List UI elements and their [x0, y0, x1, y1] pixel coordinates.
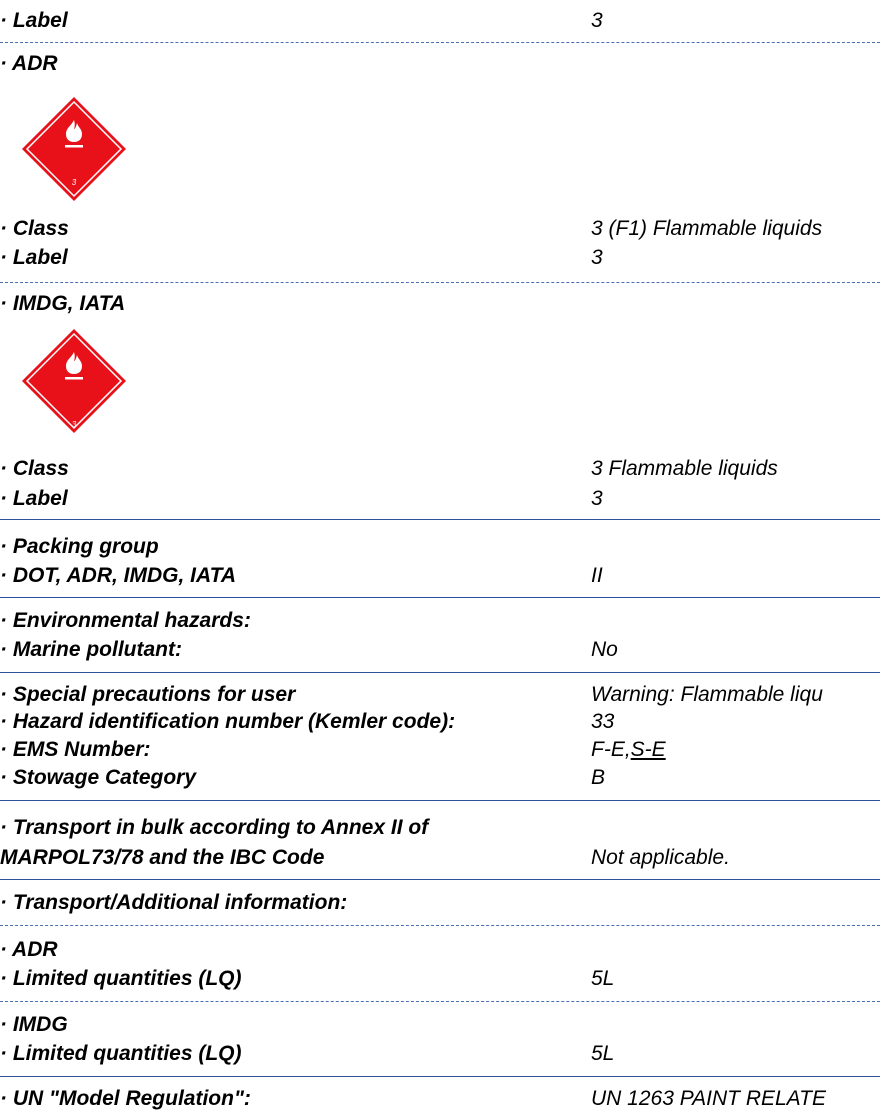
section-divider — [0, 672, 880, 673]
divider — [0, 282, 880, 283]
ems-number-key: · EMS Number: — [0, 738, 151, 761]
stowage-category-key: · Stowage Category — [0, 766, 197, 789]
placard-number: 3 — [71, 178, 77, 187]
adr-header: · ADR — [0, 52, 58, 75]
flammable-placard-imdg — [21, 328, 127, 434]
divider — [0, 42, 880, 43]
adr-label-key: · Label — [0, 246, 68, 269]
packing-modes-key: · DOT, ADR, IMDG, IATA — [0, 564, 237, 587]
kemler-code-key: · Hazard identification number (Kemler code): — [0, 710, 456, 733]
environmental-hazards-header: · Environmental hazards: — [0, 609, 251, 632]
imdg-iata-header: · IMDG, IATA — [0, 292, 126, 315]
imdg-label-value: 3 — [591, 487, 603, 510]
adr-class-value: 3 (F1) Flammable liquids — [591, 217, 823, 240]
adr-class-key: · Class — [0, 217, 69, 240]
packing-group-value: II — [591, 564, 603, 587]
ems-fire-code: F-E, — [591, 738, 631, 761]
label-value: 3 — [591, 9, 603, 32]
adr-lq-value: 5L — [591, 967, 615, 990]
bulk-transport-value: Not applicable. — [591, 846, 730, 869]
special-precautions-value: Warning: Flammable liqu — [591, 683, 823, 706]
kemler-code-value: 33 — [591, 710, 615, 733]
section-divider — [0, 519, 880, 520]
divider — [0, 925, 880, 926]
section-divider — [0, 597, 880, 598]
bulk-transport-key-line2: MARPOL73/78 and the IBC Code — [0, 846, 325, 869]
marine-pollutant-key: · Marine pollutant: — [0, 638, 182, 661]
marine-pollutant-value: No — [591, 638, 618, 661]
ems-number-value — [591, 738, 666, 762]
label-key: · Label — [0, 9, 68, 32]
un-model-regulation-value: UN 1263 PAINT RELATE — [591, 1087, 826, 1110]
additional-info-header: · Transport/Additional information: — [0, 891, 348, 914]
un-model-regulation-key: · UN "Model Regulation": — [0, 1087, 251, 1110]
adr-label-value: 3 — [591, 246, 603, 269]
bulk-transport-key-line1: · Transport in bulk according to Annex II of — [0, 816, 429, 839]
adr-lq-key: · Limited quantities (LQ) — [0, 967, 242, 990]
packing-group-header: · Packing group — [0, 535, 159, 558]
adr2-header: · ADR — [0, 938, 58, 961]
imdg-lq-value: 5L — [591, 1042, 615, 1065]
imdg-class-key: · Class — [0, 457, 69, 480]
divider — [0, 1001, 880, 1002]
ems-spill-code: S-E — [630, 738, 666, 761]
imdg-class-value: 3 Flammable liquids — [591, 457, 778, 480]
placard-number: 3 — [71, 420, 77, 429]
imdg-lq-key: · Limited quantities (LQ) — [0, 1042, 242, 1065]
flammable-placard-adr — [21, 96, 127, 202]
imdg-label-key: · Label — [0, 487, 68, 510]
section-divider — [0, 1076, 880, 1077]
section-divider — [0, 800, 880, 801]
section-divider — [0, 879, 880, 880]
special-precautions-key: · Special precautions for user — [0, 683, 296, 706]
stowage-category-value: B — [591, 766, 606, 789]
imdg2-header: · IMDG — [0, 1013, 68, 1036]
